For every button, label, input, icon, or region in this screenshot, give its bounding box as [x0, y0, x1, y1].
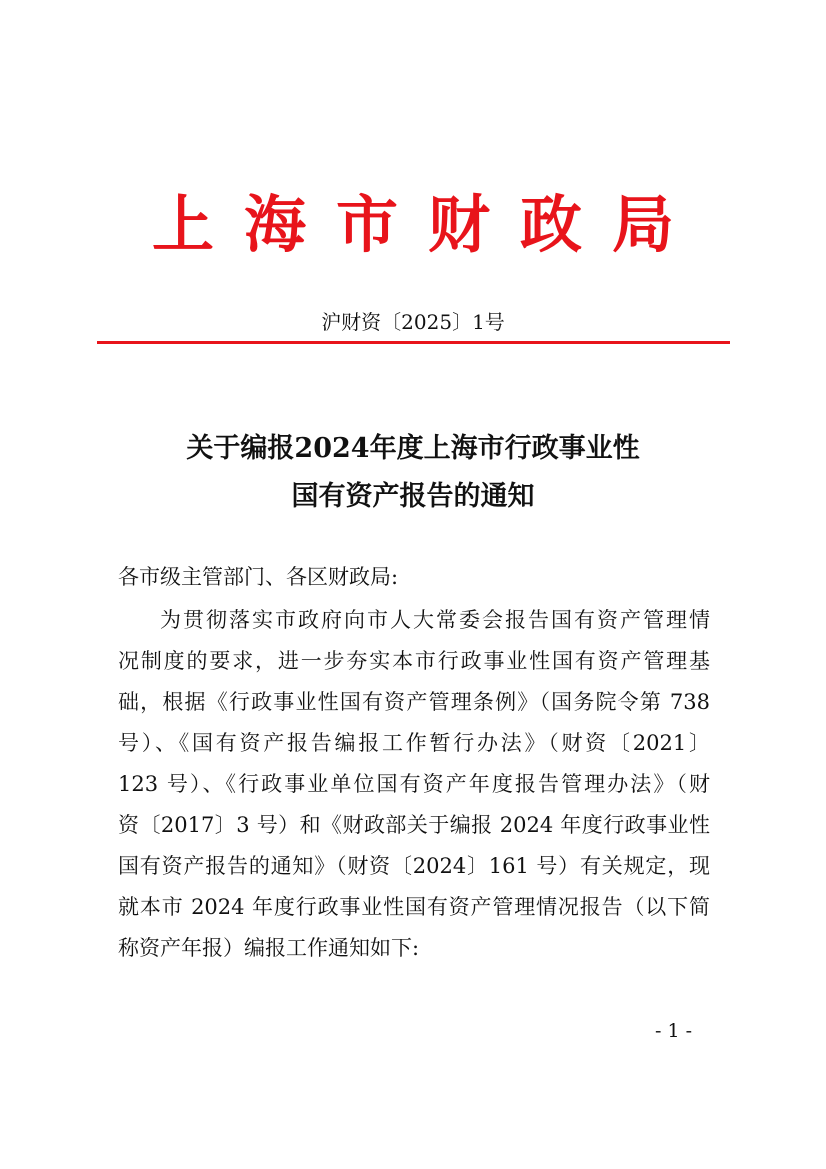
- page-number: - 1 -: [655, 1020, 693, 1042]
- red-divider-line: [97, 341, 730, 344]
- document-number: 沪财资〔2025〕1号: [321, 310, 505, 334]
- salutation: 各市级主管部门、各区财政局:: [118, 565, 399, 589]
- title-line-1: 关于编报2024年度上海市行政事业性: [186, 433, 640, 464]
- body-line: 况制度的要求，进一步夯实本市行政事业性国有资产管理基: [118, 649, 710, 673]
- body-line: 为贯彻落实市政府向市人大常委会报告国有资产管理情: [160, 608, 710, 632]
- issuing-agency-header: 上海市财政局: [151, 188, 704, 261]
- document-title: [0, 425, 826, 521]
- body-line: 国有资产报告的通知》（财资〔2024〕161 号）有关规定，现: [118, 854, 710, 878]
- body-line: 资〔2017〕3 号）和《财政部关于编报 2024 年度行政事业性: [118, 813, 710, 837]
- body-line: 称资产年报）编报工作通知如下:: [118, 936, 420, 960]
- body-line: 础，根据《行政事业性国有资产管理条例》（国务院令第 738: [118, 690, 710, 714]
- title-line-2: 国有资产报告的通知: [291, 481, 535, 512]
- body-line: 123 号）、《行政事业单位国有资产年度报告管理办法》（财: [118, 772, 710, 796]
- body-line: 号）、《国有资产报告编报工作暂行办法》（财资〔2021〕: [118, 731, 710, 755]
- body-line: 就本市 2024 年度行政事业性国有资产管理情况报告（以下简: [118, 895, 710, 919]
- body-paragraph: [118, 600, 710, 969]
